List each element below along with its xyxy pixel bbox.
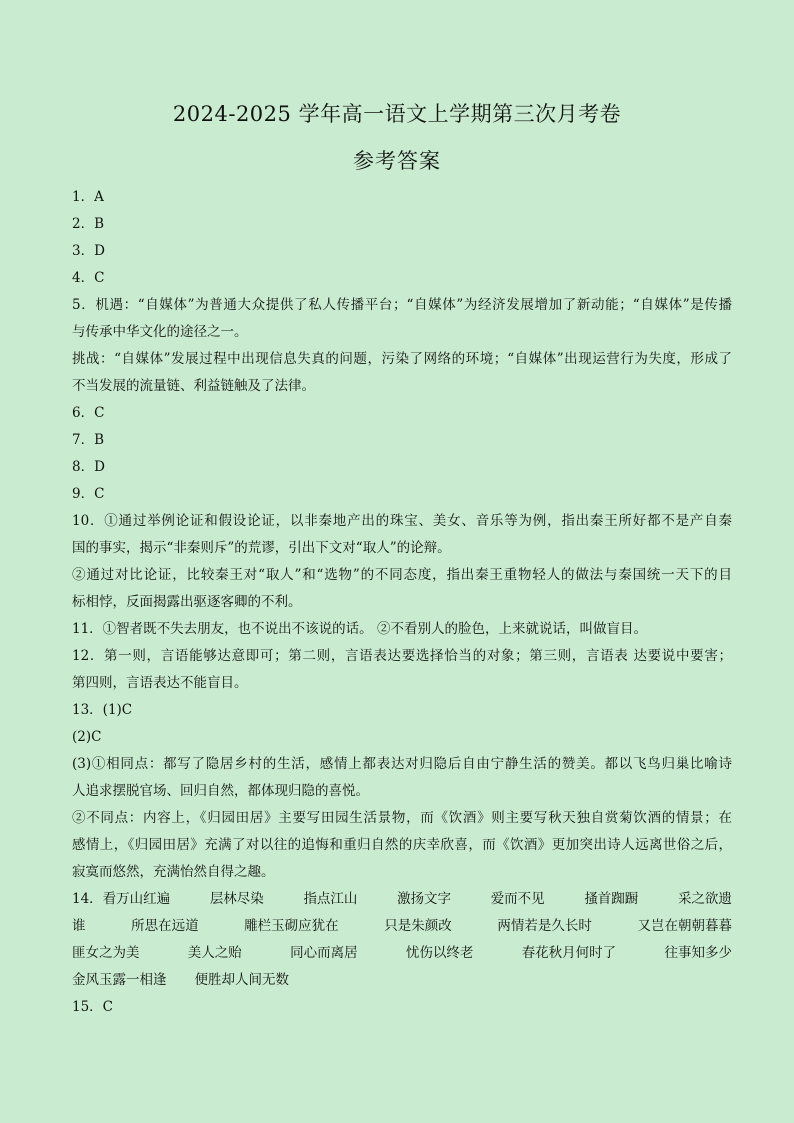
verse-phrase: 爱而不见 xyxy=(490,891,545,907)
verse-phrase: 两情若是久长时 xyxy=(497,918,592,934)
answer-q13-3-line: ②不同点：内容上，《归园田居》主要写田园生活景物，而《饮酒》则主要写秋天独自赏菊饮酒的情景；在 xyxy=(72,810,732,826)
verse-phrase: 激扬文字 xyxy=(397,891,452,907)
answer-q8: 8．D xyxy=(72,459,105,475)
answer-q14-row xyxy=(72,913,732,940)
answer-q1: 1．A xyxy=(72,189,104,205)
answer-q10-line: 标相悖，反面揭露出驱逐客卿的不利。 xyxy=(72,594,302,610)
answer-q10-line: ②通过对比论证，比较秦王对“取人”和“选物”的不同态度，指出秦王重物轻人的做法与秦国统一天下的目 xyxy=(72,567,732,583)
verse-phrase: 谁 xyxy=(72,918,86,934)
answer-q13-3-line: 寂寞而悠然，充满怡然自得之趣。 xyxy=(72,864,275,880)
verse-phrase: 同心而离居 xyxy=(290,945,358,961)
answer-q13-2: (2)C xyxy=(72,729,102,745)
answer-q10-line: 国的事实，揭示“非秦则斥”的荒谬，引出下文对“取人”的论辩。 xyxy=(72,540,451,556)
answer-q14-row xyxy=(72,940,732,967)
verse-phrase: 指点江山 xyxy=(303,891,358,907)
answer-q7: 7．B xyxy=(72,432,105,448)
answer-q5-line: 5．机遇：“自媒体”为普通大众提供了私人传播平台；“自媒体”为经济发展增加了新动能；“自媒体”是传播 xyxy=(72,297,732,313)
answer-q11: 11．①智者既不失去朋友，也不说出不该说的话。 ②不看别人的脸色，上来就说话，叫做盲目。 xyxy=(72,621,647,637)
verse-phrase: 匪女之为美 xyxy=(72,945,140,961)
answer-q10-line: 10．①通过举例论证和假设论证，以非秦地产出的珠宝、美女、音乐等为例，指出秦王所好都不是产自秦 xyxy=(72,513,732,529)
verse-phrase: 14．看万山红遍 xyxy=(72,891,171,907)
verse-phrase: 所思在远道 xyxy=(131,918,199,934)
answer-list xyxy=(72,184,732,1021)
answer-q4: 4．C xyxy=(72,270,105,286)
answer-q5-line: 与传承中华文化的途径之一。 xyxy=(72,324,248,340)
answer-q13-3-line: 感情上，《归园田居》充满了对以往的追悔和重归自然的庆幸欣喜，而《饮酒》更加突出诗人远离世俗之后， xyxy=(72,837,732,853)
verse-phrase: 只是朱颜改 xyxy=(384,918,452,934)
answer-q14-row xyxy=(72,967,732,994)
verse-phrase: 春花秋月何时了 xyxy=(521,945,617,961)
verse-phrase: 美人之贻 xyxy=(187,945,242,961)
verse-phrase: 忧伤以终老 xyxy=(405,945,474,961)
answer-q14-row xyxy=(72,886,732,913)
answer-q12-line: 第四则，言语表达不能盲目。 xyxy=(72,675,248,691)
verse-phrase: 又岂在朝朝暮暮 xyxy=(637,918,732,934)
page-title: 2024-2025 学年高一语文上学期第三次月考卷 xyxy=(172,102,622,126)
answer-q13-1: 13．(1)C xyxy=(72,702,133,718)
answer-q13-3-line: (3)①相同点：都写了隐居乡村的生活，感情上都表达对归隐后自由宁静生活的赞美。都以飞鸟归巢比喻诗 xyxy=(72,756,732,772)
verse-phrase: 便胜却人间无数 xyxy=(194,972,289,988)
answer-q9: 9．C xyxy=(72,486,105,502)
answer-q5-line: 挑战：“自媒体”发展过程中出现信息失真的问题，污染了网络的环境；“自媒体”出现运营行为失度，形成了 xyxy=(72,351,732,367)
verse-phrase: 往事知多少 xyxy=(664,945,732,961)
verse-phrase: 搔首踟蹰 xyxy=(584,891,639,907)
verse-phrase: 金风玉露一相逢 xyxy=(72,972,167,988)
answer-q15: 15．C xyxy=(72,999,114,1015)
answer-q5-line: 不当发展的流量链、利益链触及了法律。 xyxy=(72,378,315,394)
answer-q3: 3．D xyxy=(72,243,105,259)
verse-phrase: 层林尽染 xyxy=(209,891,264,907)
verse-phrase: 雕栏玉砌应犹在 xyxy=(244,918,339,934)
answer-q13-3-line: 人追求摆脱官场、回归自然，都体现归隐的喜悦。 xyxy=(72,783,369,799)
page-subtitle: 参考答案 xyxy=(353,149,441,173)
answer-q12-line: 12．第一则，言语能够达意即可；第二则，言语表达要选择恰当的对象；第三则，言语表 达要说中要害； xyxy=(72,648,732,664)
answer-q2: 2．B xyxy=(72,216,105,232)
answer-q6: 6．C xyxy=(72,405,105,421)
verse-phrase: 采之欲遗 xyxy=(677,891,732,907)
